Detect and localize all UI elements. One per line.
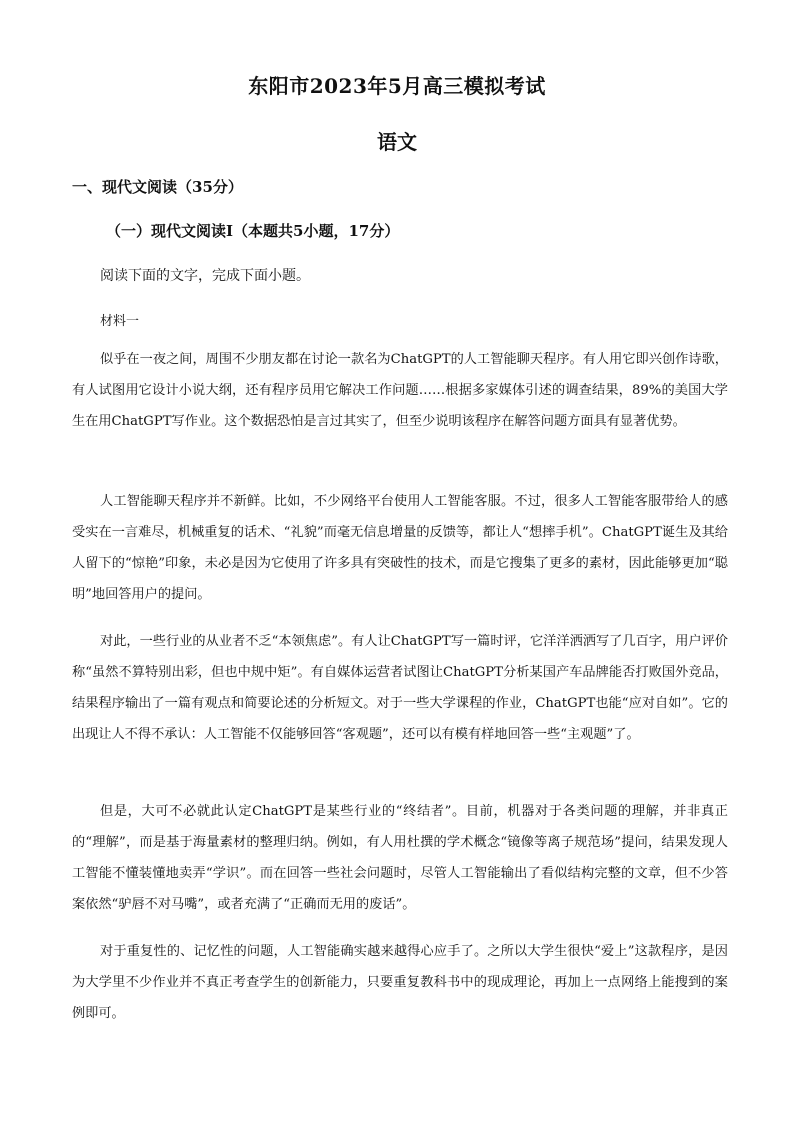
subsection-heading: （一）现代文阅读Ⅰ（本题共5小题，17分） [106, 222, 400, 240]
material-label: 材料一 [100, 314, 140, 329]
paragraph: 人工智能聊天程序并不新鲜。比如，不少网络平台使用人工智能客服。不过，很多人工智能客服带给人的感受实在一言难尽，机械重复的话术、“礼貌”而毫无信息增量的反馈等，都让人“想摔手机”。ChatGPT诞生及其给人留下的“惊艳”印象，未必是因为它使用了许多具有突破性的技术，而是它搜集了更多的素材，因此能够更加“聪明”地回答用户的提问。 [72, 494, 728, 602]
reading-instruction: 阅读下面的文字，完成下面小题。 [100, 268, 310, 284]
paragraph: 对于重复性的、记忆性的问题，人工智能确实越来越得心应手了。之所以大学生很快“爱上”这款程序，是因为大学里不少作业并不真正考查学生的创新能力，只要重复教科书中的现成理论，再加上一点网络上能搜到的案例即可。 [72, 944, 728, 1021]
subject-title: 语文 [377, 130, 417, 154]
paragraph: 但是，大可不必就此认定ChatGPT是某些行业的“终结者”。目前，机器对于各类问题的理解，并非真正的“理解”，而是基于海量素材的整理归纳。例如，有人用杜撰的学术概念“镜像等离子规范场”提问，结果发现人工智能不懂装懂地卖弄“学识”。而在回答一些社会问题时，尽管人工智能输出了看似结构完整的文章，但不少答案依然“驴唇不对马嘴”，或者充满了“正确而无用的废话”。 [72, 804, 728, 912]
paragraph: 似乎在一夜之间，周围不少朋友都在讨论一款名为ChatGPT的人工智能聊天程序。有人用它即兴创作诗歌，有人试图用它设计小说大纲，还有程序员用它解决工作问题……根据多家媒体引述的调查结果，89%的美国大学生在用ChatGPT写作业。这个数据恐怕是言过其实了，但至少说明该程序在解答问题方面具有显著优势。 [72, 352, 728, 429]
section-heading: 一、现代文阅读（35分） [72, 178, 243, 196]
paragraph: 对此，一些行业的从业者不乏“本领焦虑”。有人让ChatGPT写一篇时评，它洋洋洒洒写了几百字，用户评价称“虽然不算特别出彩，但也中规中矩”。有自媒体运营者试图让ChatGPT分析某国产车品牌能否打败国外竞品，结果程序输出了一篇有观点和简要论述的分析短文。对于一些大学课程的作业，ChatGPT也能“应对自如”。它的出现让人不得不承认：人工智能不仅能够回答“客观题”，还可以有模有样地回答一些“主观题”了。 [72, 634, 728, 742]
exam-title: 东阳市2023年5月高三模拟考试 [248, 74, 546, 98]
